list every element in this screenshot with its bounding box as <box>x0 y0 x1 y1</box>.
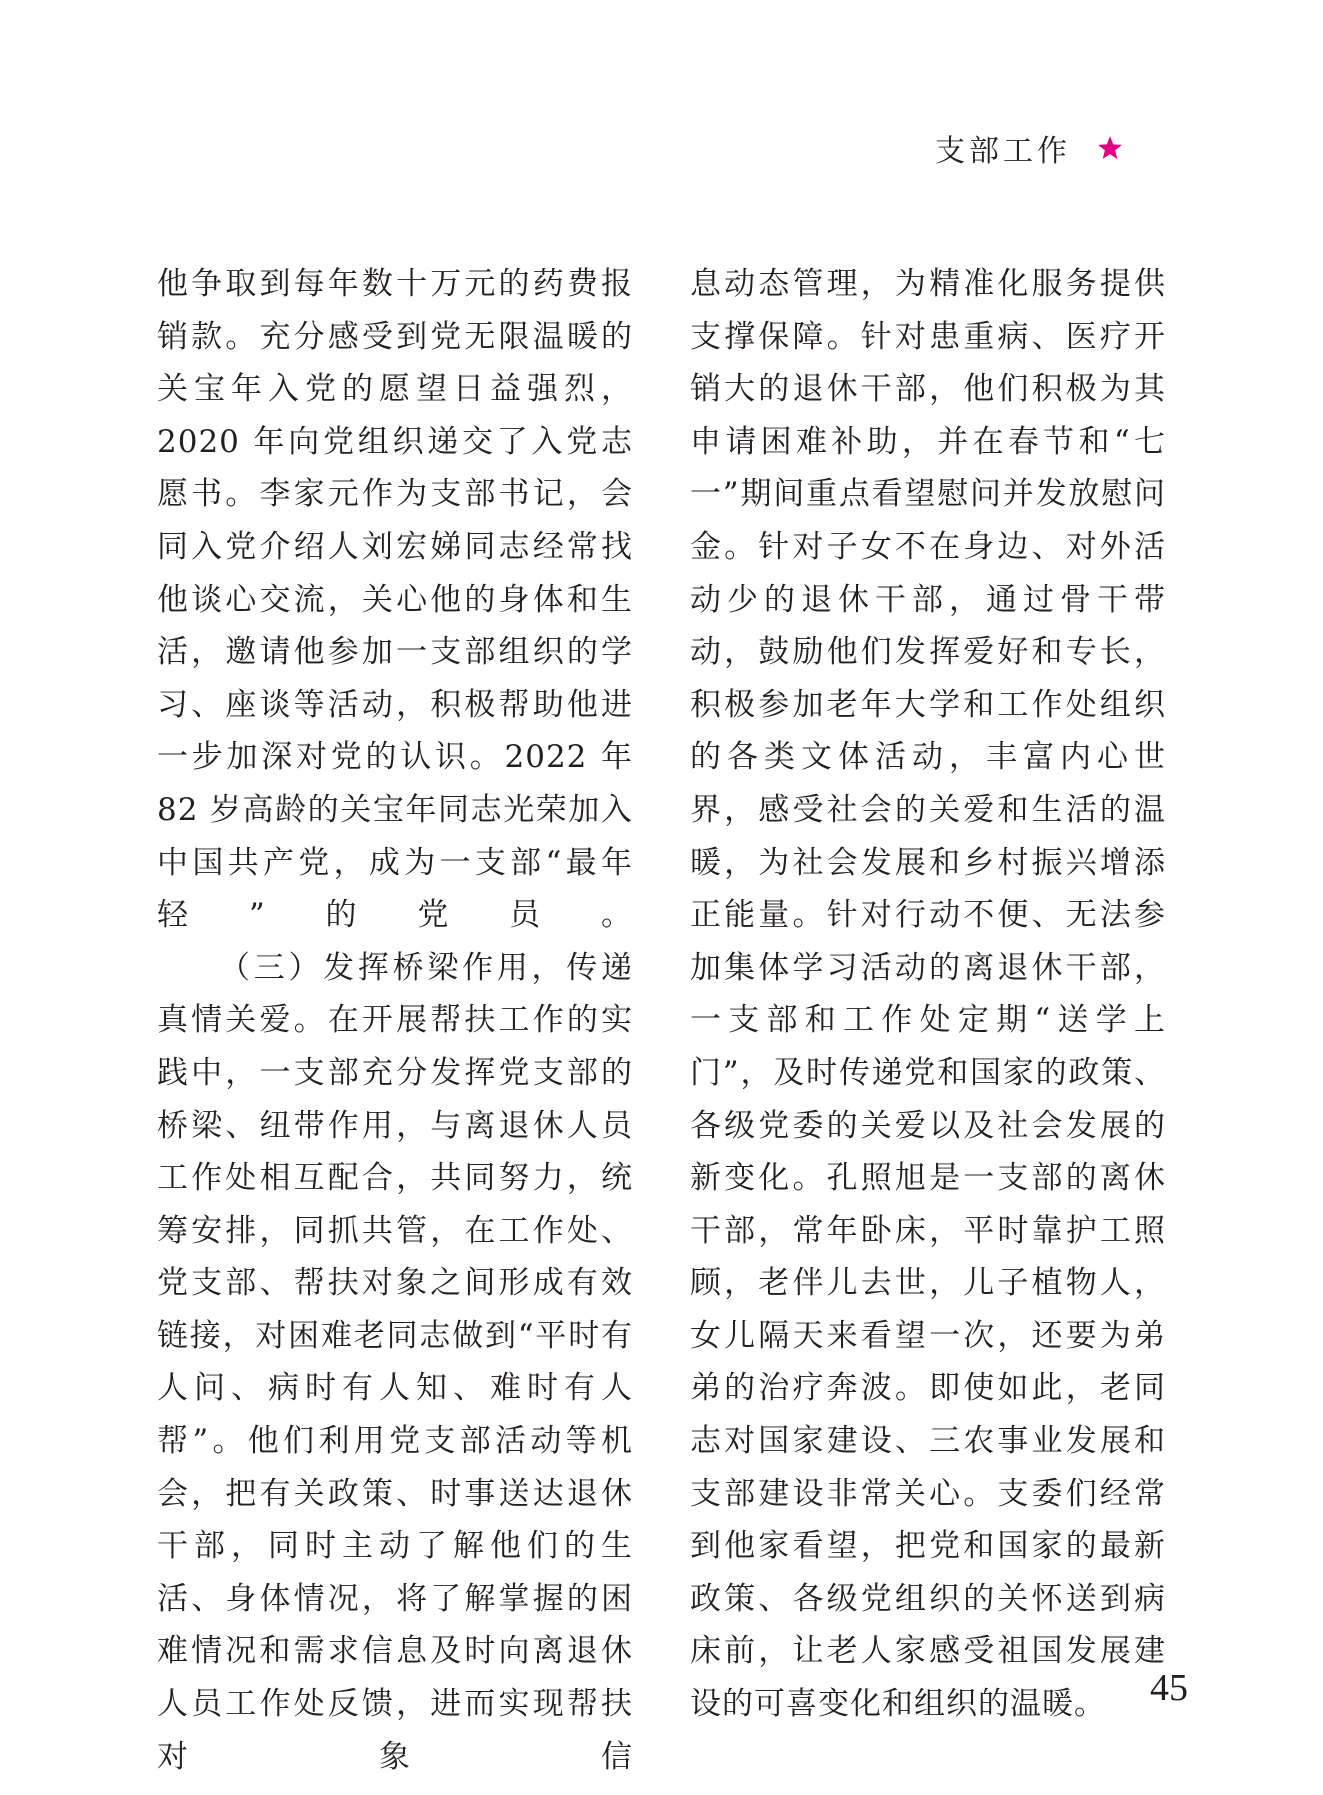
running-header <box>935 128 1123 168</box>
body-paragraph: 他争取到每年数十万元的药费报销款。充分感受到党无限温暖的关宝年入党的愿望日益强烈，2020 年向党组织递交了入党志愿书。李家元作为支部书记，会同入党介绍人刘宏娣同志经常找他谈心交流，关心他的身体和生活，邀请他参加一支部组织的学习、座谈等活动，积极帮助他进一步加深对党的认识。2022 年 82 岁高龄的关宝年同志光荣加入中国共产党，成为一支部“最年轻”的党员。 <box>157 266 633 934</box>
right-column <box>690 258 1166 1731</box>
left-column <box>157 258 633 1783</box>
body-paragraph: 息动态管理，为精准化服务提供支撑保障。针对患重病、医疗开销大的退休干部，他们积极为其申请困难补助，并在春节和“七一”期间重点看望慰问并发放慰问金。针对子女不在身边、对外活动少的退休干部，通过骨干带动，鼓励他们发挥爱好和专长，积极参加老年大学和工作处组织的各类文体活动，丰富内心世界，感受社会的关爱和生活的温暖，为社会发展和乡村振兴增添正能量。针对行动不便、无法参加集体学习活动的离退休干部，一支部和工作处定期“送学上门”，及时传递党和国家的政策、各级党委的关爱以及社会发展的新变化。孔照旭是一支部的离休干部，常年卧床，平时靠护工照顾，老伴儿去世，儿子植物人，女儿隔天来看望一次，还要为弟弟的治疗奔波。即使如此，老同志对国家建设、三农事业发展和支部建设非常关心。支委们经常到他家看望，把党和国家的最新政策、各级党组织的关怀送到病床前，让老人家感受祖国发展建设的可喜变化和组织的温暖。 <box>690 266 1166 1723</box>
section-title: 支部工作 <box>935 134 1071 169</box>
body-paragraph: （三）发挥桥梁作用，传递真情关爱。在开展帮扶工作的实践中，一支部充分发挥党支部的桥梁、纽带作用，与离退休人员工作处相互配合，共同努力，统筹安排，同抓共管，在工作处、党支部、帮扶对象之间形成有效链接，对困难老同志做到“平时有人问、病时有人知、难时有人帮”。他们利用党支部活动等机会，把有关政策、时事送达退休干部，同时主动了解他们的生活、身体情况，将了解掌握的困难情况和需求信息及时向离退休人员工作处反馈，进而实现帮扶对象信 <box>157 949 633 1775</box>
page-number: 45 <box>1150 1667 1188 1709</box>
star-icon <box>1097 135 1123 161</box>
